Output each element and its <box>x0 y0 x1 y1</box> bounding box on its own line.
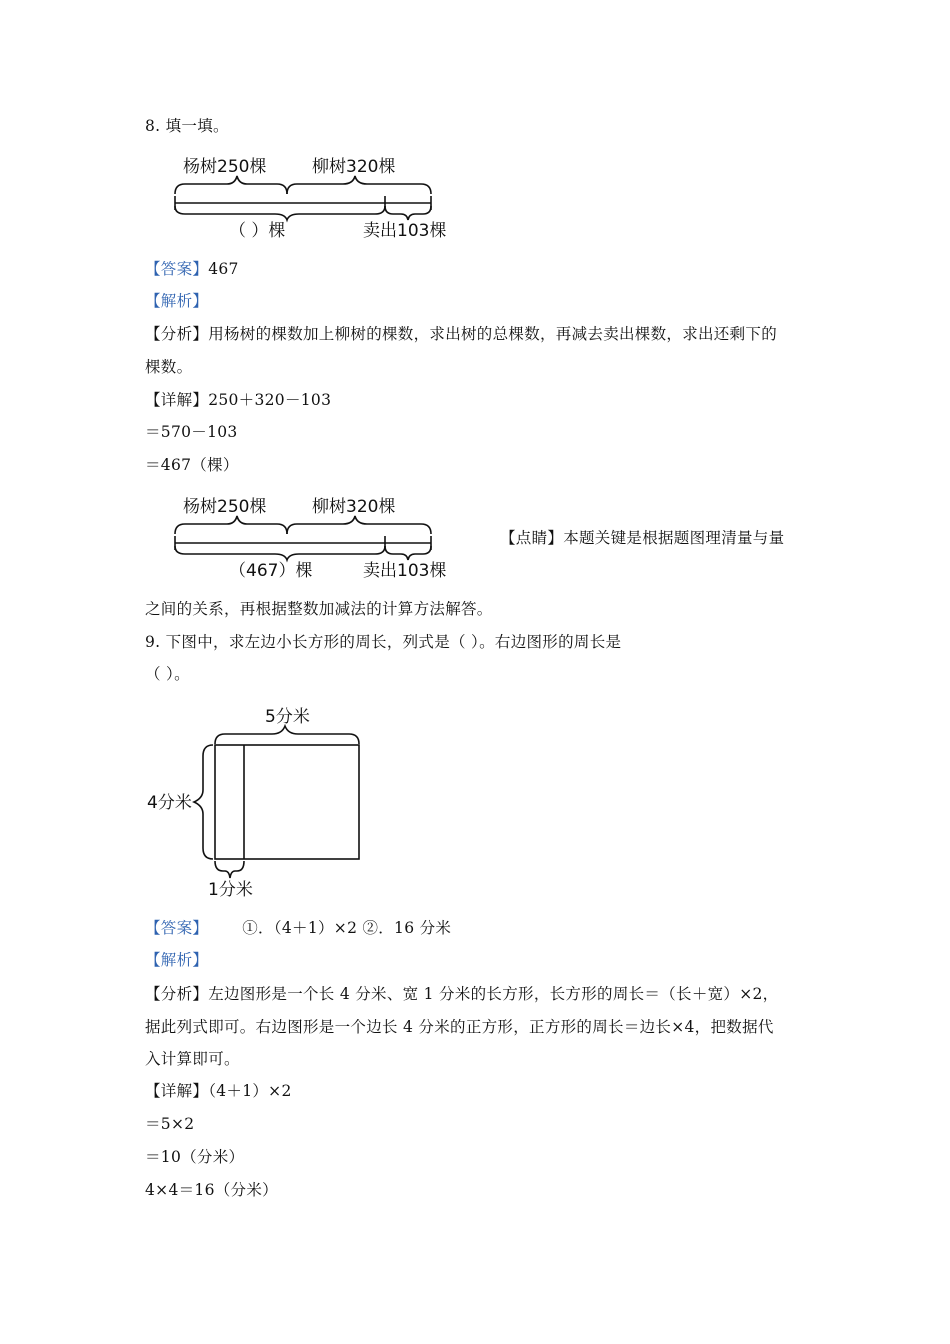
q9-step2: ＝10（分米） <box>145 1148 245 1166</box>
side-label: 4分米 <box>147 793 192 813</box>
remaining-label: （ ）棵 <box>229 221 286 241</box>
bottom-label: 1分米 <box>208 880 253 900</box>
q9-title-1: 9. 下图中，求左边小长方形的周长，列式是（ ）。右边图形的周长是 <box>145 633 622 651</box>
q8-diagram-filled <box>165 488 455 584</box>
willow-brace <box>287 176 431 194</box>
top-label: 5分米 <box>265 707 310 727</box>
bottom-brace <box>215 861 244 878</box>
q9-step1: ＝5×2 <box>145 1115 195 1133</box>
q8-diagram-top <box>165 148 455 244</box>
remaining-filled-label: （467）棵 <box>229 561 313 581</box>
sold-label-2: 卖出103棵 <box>363 561 447 581</box>
q8-dianjing-2: 之间的关系，再根据整数加减法的计算方法解答。 <box>145 600 493 618</box>
q8-fenxi-1: 【分析】用杨树的棵数加上柳树的棵数，求出树的总棵数，再减去卖出棵数，求出还剩下的 <box>145 325 778 343</box>
q9-fenxi-3: 入计算即可。 <box>145 1050 240 1068</box>
q9-analysis-tag: 【解析】 <box>145 951 209 969</box>
sold-label: 卖出103棵 <box>363 221 447 241</box>
q8-fenxi-2: 棵数。 <box>145 358 193 376</box>
poplar-label-2: 杨树250棵 <box>183 497 267 517</box>
side-brace <box>194 745 213 859</box>
q9-fenxi-2: 据此列式即可。右边图形是一个边长 4 分米的正方形，正方形的周长＝边长×4，把数据代 <box>145 1018 774 1036</box>
q9-title-2: （ ）。 <box>145 665 190 683</box>
q9-diagram <box>140 700 380 905</box>
q8-answer: 【答案】467 <box>145 260 239 278</box>
q9-xiangjie: 【详解】（4＋1）×2 <box>145 1082 292 1100</box>
q8-title: 8. 填一填。 <box>145 117 229 135</box>
outer-rectangle <box>215 745 359 859</box>
top-brace <box>215 726 359 744</box>
q8-analysis-tag: 【解析】 <box>145 292 209 310</box>
q8-dianjing-1: 【点睛】本题关键是根据题图理清量与量 <box>500 529 785 547</box>
sold-brace <box>385 206 431 220</box>
poplar-brace <box>175 176 287 194</box>
q8-xiangjie: 【详解】250＋320－103 <box>145 391 332 409</box>
q9-fenxi-1: 【分析】左边图形是一个长 4 分米、宽 1 分米的长方形，长方形的周长＝（长＋宽）×2， <box>145 985 779 1003</box>
q9-step3: 4×4＝16（分米） <box>145 1181 278 1199</box>
willow-label-2: 柳树320棵 <box>312 497 396 517</box>
poplar-label: 杨树250棵 <box>183 157 267 177</box>
q8-step2: ＝467（棵） <box>145 456 239 474</box>
q9-answer: 【答案】 ①．（4＋1）×2 ②．16 分米 <box>145 919 452 937</box>
willow-label: 柳树320棵 <box>312 157 396 177</box>
remaining-brace <box>175 206 385 220</box>
q8-step1: ＝570－103 <box>145 423 238 441</box>
